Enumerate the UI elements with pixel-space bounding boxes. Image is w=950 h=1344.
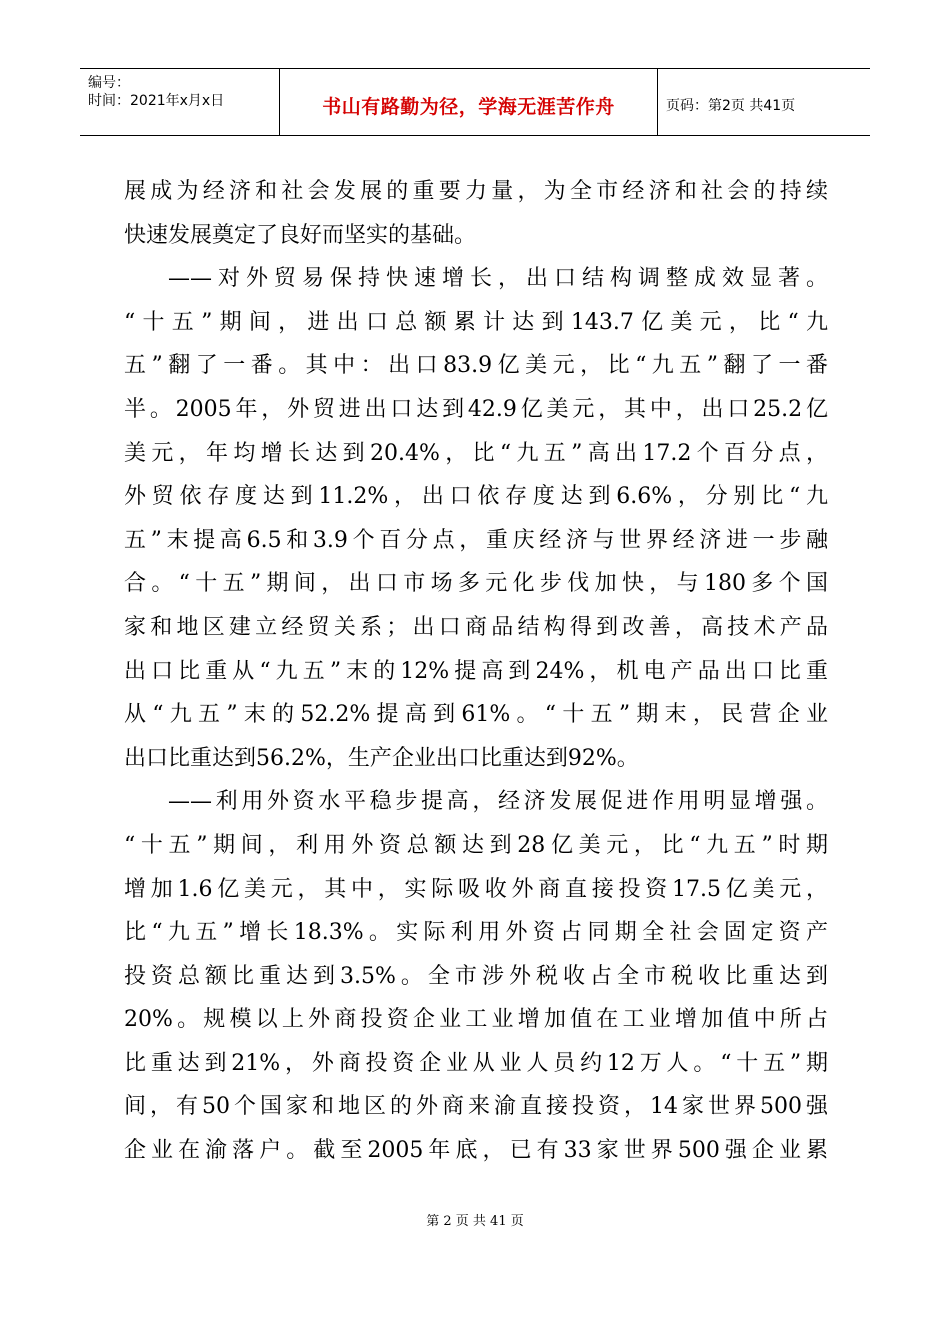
body-line: 比重达到21%，外商投资企业从业人员约12万人。“十五”期 [124, 1050, 828, 1076]
header-table [80, 68, 870, 136]
document-time-label: 时间：2021年x月x日 [88, 93, 225, 109]
body-line: 企业在渝落户。截至2005年底，已有33家世界500强企业累 [124, 1138, 828, 1164]
header-page-cell [658, 69, 870, 135]
body-line: 20%。规模以上外商投资企业工业增加值在工业增加值中所占 [124, 1007, 828, 1033]
body-line: 间，有50个国家和地区的外商来渝直接投资，14家世界500强 [124, 1094, 828, 1120]
header-motto: 书山有路勤为径，学海无涯苦作舟 [322, 96, 615, 118]
body-line: 合。“十五”期间，出口市场多元化步伐加快，与180多个国 [124, 571, 828, 597]
document-body [124, 170, 828, 1173]
body-line: 快速发展奠定了良好而坚实的基础。 [124, 222, 477, 248]
document-number-label: 编号： [88, 75, 130, 91]
body-line: 五”末提高6.5和3.9个百分点，重庆经济与世界经济进一步融 [124, 527, 828, 553]
body-line: “十五”期间，进出口总额累计达到143.7亿美元，比“九 [124, 309, 828, 335]
body-line: 半。2005年，外贸进出口达到42.9亿美元，其中，出口25.2亿 [124, 396, 828, 422]
header-meta-cell [80, 69, 280, 135]
body-line: 出口比重从“九五”末的12%提高到24%，机电产品出口比重 [124, 658, 828, 684]
body-line: 从“九五”末的52.2%提高到61%。“十五”期末，民营企业 [124, 702, 828, 728]
body-line: 投资总额比重达到3.5%。全市涉外税收占全市税收比重达到 [124, 963, 828, 989]
body-line: “十五”期间，利用外资总额达到28亿美元，比“九五”时期 [124, 832, 828, 858]
body-line: 增加1.6亿美元，其中，实际吸收外商直接投资17.5亿美元， [124, 876, 828, 902]
body-line: 家和地区建立经贸关系；出口商品结构得到改善，高技术产品 [124, 614, 828, 640]
body-line: 展成为经济和社会发展的重要力量，为全市经济和社会的持续 [124, 179, 828, 204]
header-page-info: 页码：第2页 共41页 [666, 98, 796, 114]
page-footer: 第 2 页 共 41 页 [426, 1214, 524, 1229]
body-line: 美元，年均增长达到20.4%，比“九五”高出17.2个百分点， [124, 440, 828, 466]
body-line: ——利用外资水平稳步提高，经济发展促进作用明显增强。 [168, 789, 828, 815]
body-line: 五”翻了一番。其中：出口83.9亿美元，比“九五”翻了一番 [124, 353, 828, 379]
body-line: 比“九五”增长18.3%。实际利用外资占同期全社会固定资产 [124, 920, 828, 946]
body-line: ——对外贸易保持快速增长，出口结构调整成效显著。 [168, 266, 828, 292]
body-line: 外贸依存度达到11.2%，出口依存度达到6.6%，分别比“九 [124, 484, 828, 510]
body-line: 出口比重达到56.2%，生产企业出口比重达到92%。 [124, 745, 639, 771]
header-motto-cell [280, 69, 658, 135]
